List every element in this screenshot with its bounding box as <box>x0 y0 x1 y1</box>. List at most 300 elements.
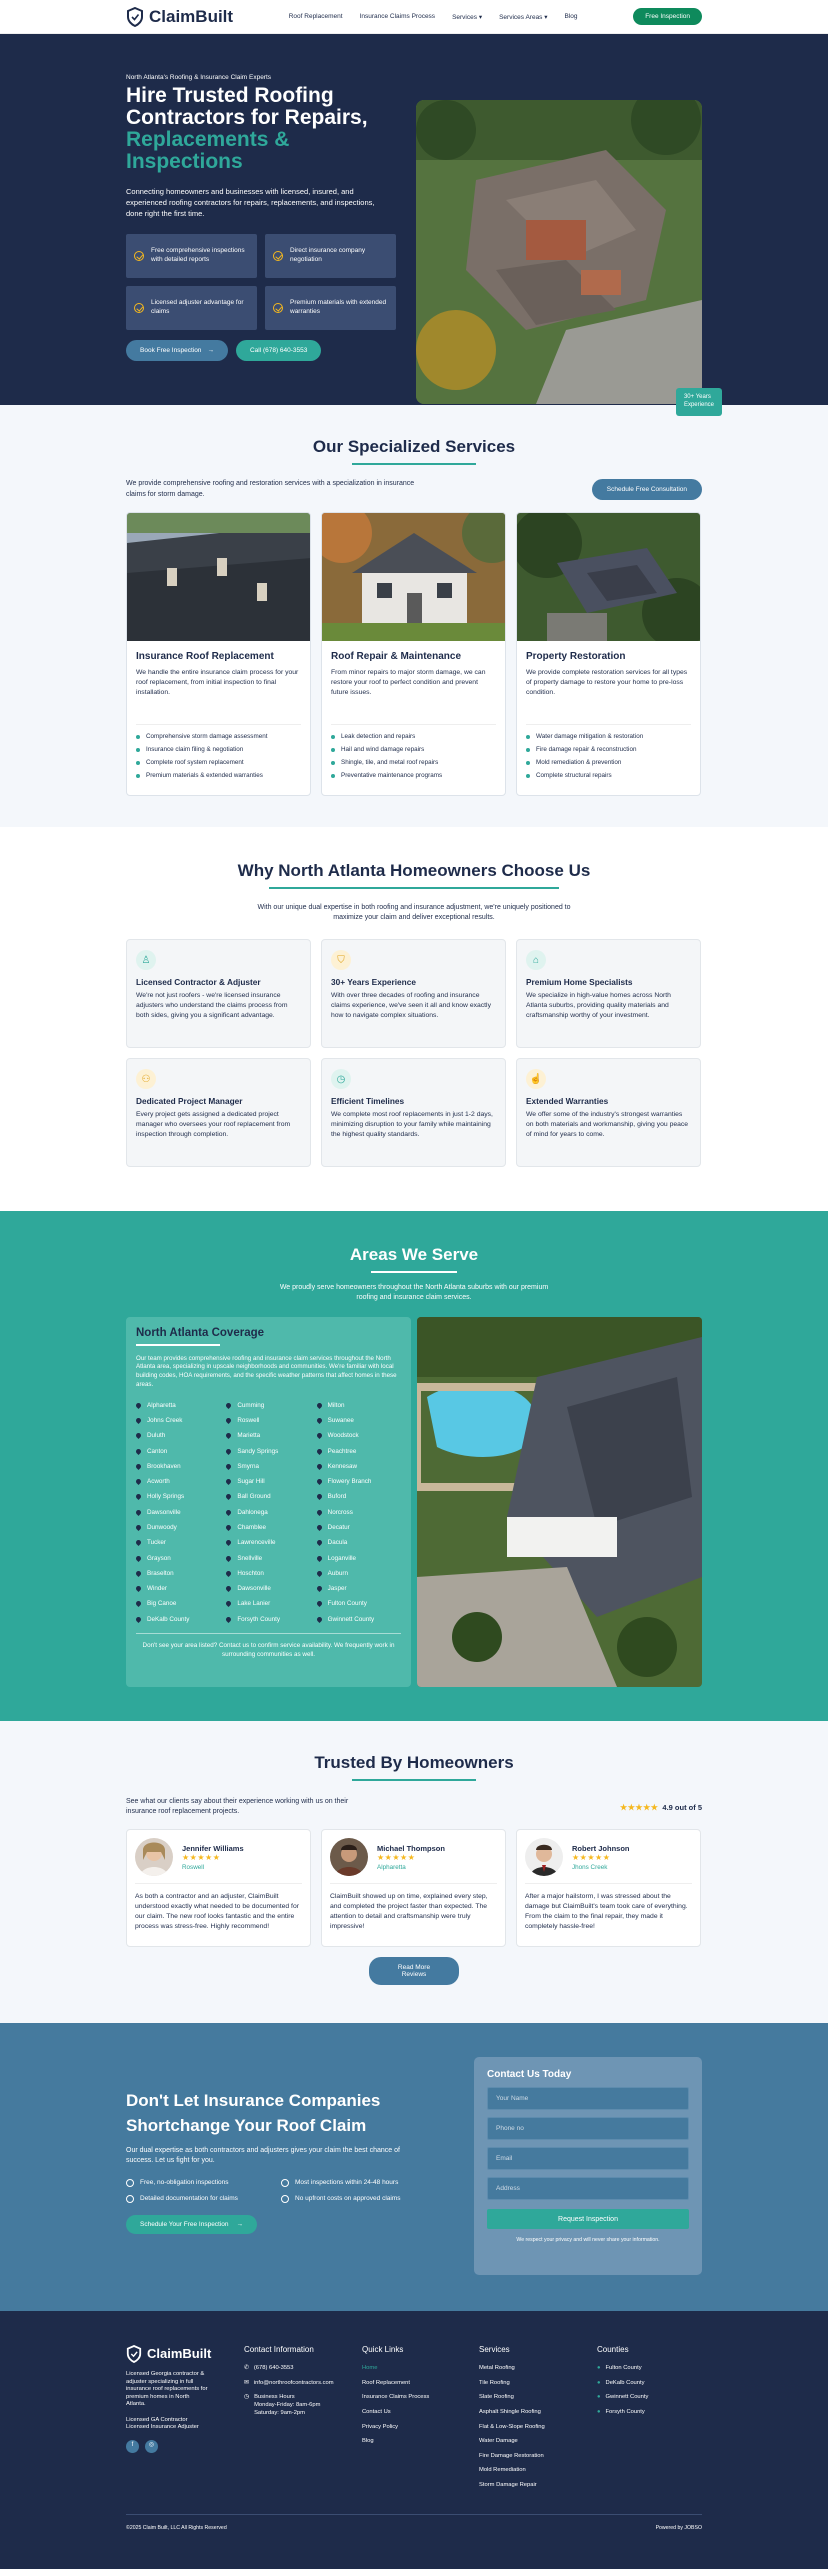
map-pin-icon <box>225 1524 232 1531</box>
map-pin-icon <box>135 1555 142 1562</box>
avatar <box>330 1838 368 1876</box>
map-pin-icon <box>225 1539 232 1546</box>
map-pin-icon <box>316 1463 323 1470</box>
map-pin-icon <box>316 1585 323 1592</box>
nav-link-services[interactable] <box>452 13 482 21</box>
badge-years-label: Experience <box>683 402 714 409</box>
phone-input[interactable]: Phone no <box>487 2117 689 2140</box>
list-item-text: Shingle, tile, and metal roof repairs <box>341 759 439 766</box>
city-name: Lawrenceville <box>237 1539 276 1547</box>
hero-eyebrow: North Atlanta's Roofing & Insurance Claim Experts <box>126 74 272 81</box>
clock-icon: ◷ <box>331 1069 351 1089</box>
review-text: ClaimBuilt showed up on time, explained every step, and completed the project faster than expected. The attention to detail and craftsmanship were truly impressive! <box>330 1893 488 1930</box>
testimonials-title: Trusted By Homeowners <box>314 1753 514 1772</box>
city-list-item <box>317 1443 401 1458</box>
city-list-item <box>136 1566 220 1581</box>
footer-link[interactable]: Fire Damage Restoration <box>479 2452 544 2459</box>
areas-subtitle: We proudly serve homeowners throughout the North Atlanta suburbs with our premium roofing and insurance claim services. <box>279 1284 549 1302</box>
nav-link-service-areas-label: Services Areas <box>499 13 543 21</box>
map-pin-icon <box>225 1509 232 1516</box>
reviewer-city: Alpharetta <box>377 1863 406 1871</box>
footer-county-text: Forsyth County <box>605 2408 645 2415</box>
service-card-text: We provide complete restoration services for all types of property damage to restore your home to pre-loss condition. <box>526 669 688 696</box>
footer-link[interactable]: Contact Us <box>362 2408 391 2415</box>
map-pin-icon <box>225 1600 232 1607</box>
cta-feature-text: Most inspections within 24-48 hours <box>295 2179 399 2187</box>
city-list-item <box>317 1505 401 1520</box>
home-icon: ⌂ <box>526 950 546 970</box>
city-name: Suwanee <box>327 1416 354 1424</box>
check-circle-icon <box>273 303 283 313</box>
city-name: Gwinnett County <box>327 1615 375 1623</box>
footer-phone[interactable] <box>244 2365 362 2373</box>
city-list-item <box>226 1612 310 1627</box>
footer-link[interactable]: Mold Remediation <box>479 2467 526 2474</box>
map-pin-icon <box>225 1616 232 1623</box>
map-pin-icon <box>316 1478 323 1485</box>
why-card-text: We complete most roof replacements in just 1-2 days, minimizing disruption to your family while maintaining the highest quality standards. <box>331 1111 493 1138</box>
nav-link-blog[interactable]: Blog <box>564 13 578 20</box>
map-pin-icon: ● <box>597 2408 601 2415</box>
thumbs-up-icon: ☝ <box>526 1069 546 1089</box>
why-card-title: Premium Home Specialists <box>526 977 633 988</box>
footer-counties <box>597 2345 702 2496</box>
city-list-item <box>136 1596 220 1611</box>
city-list-item <box>317 1520 401 1535</box>
why-card <box>126 1058 311 1167</box>
review-card <box>321 1829 506 1947</box>
schedule-inspection-button[interactable] <box>126 2215 257 2234</box>
city-list-item <box>136 1489 220 1504</box>
book-inspection-label: Book Free Inspection <box>140 346 202 354</box>
footer-link[interactable]: Tile Roofing <box>479 2379 510 2386</box>
map-pin-icon <box>316 1570 323 1577</box>
nav-link-insurance-claims[interactable]: Insurance Claims Process <box>359 13 436 20</box>
check-circle-icon <box>126 2195 134 2203</box>
hero-title-accent: Replacements & Inspections <box>126 128 290 174</box>
brand-name: ClaimBuilt <box>149 6 234 26</box>
hero-house-photo <box>416 100 714 409</box>
reviewer-city: Jhons Creek <box>572 1863 608 1871</box>
city-list-item <box>226 1566 310 1581</box>
cta-feature-text: Detailed documentation for claims <box>140 2195 238 2203</box>
nav-link-service-areas[interactable] <box>499 13 547 21</box>
hero-feature <box>265 234 396 278</box>
map-pin-icon <box>135 1402 142 1409</box>
map-pin-icon <box>135 1509 142 1516</box>
overall-rating <box>620 1803 702 1812</box>
city-name: Ball Ground <box>237 1493 271 1501</box>
list-item-text: Preventative maintenance programs <box>341 772 443 779</box>
footer-county[interactable] <box>597 2380 702 2388</box>
city-name: Marietta <box>237 1432 261 1440</box>
footer-county-text: Gwinnett County <box>605 2394 649 2401</box>
city-name: DeKalb County <box>147 1615 190 1623</box>
service-card-roof-repair[interactable] <box>321 512 506 796</box>
footer-hours <box>244 2394 362 2417</box>
mail-icon: ✉ <box>244 2379 249 2386</box>
footer-link-home[interactable]: Home <box>362 2365 378 2372</box>
why-card-title: Dedicated Project Manager <box>136 1096 243 1107</box>
footer-link[interactable]: Asphalt Shingle Roofing <box>479 2408 541 2415</box>
hero-title <box>126 85 406 173</box>
city-name: Braselton <box>147 1569 174 1577</box>
map-pin-icon <box>316 1555 323 1562</box>
map-pin-icon <box>225 1463 232 1470</box>
footer-brand-name: ClaimBuilt <box>147 2345 212 2361</box>
city-list-item <box>317 1612 401 1627</box>
hero-features <box>126 234 406 330</box>
footer-email[interactable] <box>244 2380 362 2388</box>
map-pin-icon <box>225 1585 232 1592</box>
map-pin-icon <box>316 1402 323 1409</box>
footer-county[interactable] <box>597 2365 702 2373</box>
footer-link[interactable]: Blog <box>362 2438 374 2445</box>
city-list-item <box>317 1535 401 1550</box>
footer-county[interactable] <box>597 2409 702 2417</box>
coverage-underline <box>136 1344 220 1346</box>
shield-icon: ⛉ <box>331 950 351 970</box>
hero-content <box>126 74 406 404</box>
footer-county-text: DeKalb County <box>605 2379 645 2386</box>
city-name: Winder <box>147 1585 167 1593</box>
city-list-item <box>226 1520 310 1535</box>
brand-logo[interactable] <box>126 7 233 27</box>
map-pin-icon <box>135 1600 142 1607</box>
service-card-list <box>331 724 496 779</box>
nav-links <box>289 13 578 21</box>
map-pin-icon <box>225 1402 232 1409</box>
cta-section <box>0 2023 828 2311</box>
bullet-dot-icon <box>136 774 140 778</box>
cta-feature <box>281 2179 436 2187</box>
footer-services <box>479 2345 597 2496</box>
star-rating-icon: ★★★★★ <box>377 1852 416 1862</box>
reviewer-name: Robert Johnson <box>572 1843 630 1853</box>
footer-link[interactable]: Water Damage <box>479 2438 518 2445</box>
city-name: Dahlonega <box>237 1508 268 1516</box>
map-pin-icon <box>135 1570 142 1577</box>
star-rating-icon: ★★★★★ <box>620 1802 659 1812</box>
map-pin-icon <box>225 1555 232 1562</box>
footer-county[interactable] <box>597 2394 702 2402</box>
footer-link[interactable]: Flat & Low-Slope Roofing <box>479 2423 545 2430</box>
city-name: Big Canoe <box>147 1600 177 1608</box>
why-grid <box>126 939 702 1167</box>
service-cards <box>126 512 702 796</box>
footer-about <box>126 2345 244 2496</box>
map-pin-icon <box>225 1432 232 1439</box>
shield-logo-icon <box>126 2345 142 2363</box>
footer-license-2: Licensed Insurance Adjuster <box>126 2424 199 2431</box>
footer-logo[interactable] <box>126 2345 244 2363</box>
book-inspection-button[interactable] <box>126 340 228 361</box>
service-card-list <box>136 724 301 779</box>
city-list-item <box>136 1505 220 1520</box>
city-list-item <box>226 1459 310 1474</box>
city-list-item <box>226 1581 310 1596</box>
phone-icon: ✆ <box>244 2365 249 2372</box>
footer-license-1: Licensed GA Contractor <box>126 2416 188 2423</box>
map-pin-icon <box>316 1524 323 1531</box>
hero-feature-text: Licensed adjuster advantage for claims <box>151 299 244 315</box>
coverage-description: Our team provides comprehensive roofing and insurance claim services throughout the North Atlanta area, specializing in upscale neighborhoods and communities. We're familiar with local building codes, HOA requirements, and the specific weather patterns that affect homes in these areas. <box>136 1354 397 1388</box>
city-list-item <box>226 1428 310 1443</box>
service-card-property-restoration[interactable] <box>516 512 701 796</box>
city-name: Milton <box>327 1401 345 1409</box>
areas-title: Areas We Serve <box>349 1245 479 1264</box>
city-list-item <box>226 1535 310 1550</box>
list-item-text: Mold remediation & prevention <box>536 759 622 766</box>
city-list <box>136 1397 401 1626</box>
chevron-down-icon: ▾ <box>478 13 483 21</box>
city-list-item <box>317 1489 401 1504</box>
title-underline <box>352 463 476 465</box>
city-name: Dunwoody <box>147 1523 177 1531</box>
list-item-text: Fire damage repair & reconstruction <box>536 746 637 753</box>
why-choose-us-section <box>0 827 828 1211</box>
services-section <box>0 405 828 827</box>
request-inspection-button[interactable]: Request Inspection <box>487 2209 689 2229</box>
footer-county-text: Fulton County <box>605 2365 642 2372</box>
free-inspection-button[interactable]: Free Inspection <box>633 8 702 25</box>
hero-buttons <box>126 340 406 361</box>
review-card <box>126 1829 311 1947</box>
powered-by[interactable]: Powered by JOBSO <box>655 2525 702 2532</box>
list-item-text: Complete structural repairs <box>536 772 612 779</box>
city-name: Roswell <box>237 1416 260 1424</box>
title-underline <box>352 1779 476 1781</box>
city-name: Peachtree <box>327 1447 357 1455</box>
footer-link[interactable]: Insurance Claims Process <box>362 2394 430 2401</box>
footer-link[interactable]: Privacy Policy <box>362 2423 399 2430</box>
check-circle-icon <box>134 251 144 261</box>
list-item-text: Comprehensive storm damage assessment <box>146 733 268 740</box>
city-list-item <box>317 1474 401 1489</box>
city-list-item <box>136 1397 220 1412</box>
city-name: Holly Springs <box>147 1493 185 1501</box>
users-icon: ⚇ <box>136 1069 156 1089</box>
footer-col-title: Quick Links <box>362 2345 404 2354</box>
bullet-dot-icon <box>136 735 140 739</box>
shield-logo-icon <box>126 7 144 27</box>
review-cards <box>126 1829 702 1947</box>
city-name: Forsyth County <box>237 1615 281 1623</box>
bullet-dot-icon <box>526 735 530 739</box>
map-pin-icon: ● <box>597 2365 601 2372</box>
contact-form <box>474 2057 702 2275</box>
city-name: Alpharetta <box>147 1401 176 1409</box>
review-text: As both a contractor and an adjuster, ClaimBuilt understood exactly what needed to be documented for our claim. The new roof looks fantastic and the entire process was stress-free. Highly recommend! <box>135 1893 299 1930</box>
map-pin-icon <box>316 1447 323 1454</box>
city-list-item <box>226 1596 310 1611</box>
map-pin-icon <box>225 1478 232 1485</box>
facebook-icon[interactable]: f <box>126 2440 139 2453</box>
city-list-item <box>226 1474 310 1489</box>
footer-link[interactable]: Metal Roofing <box>479 2365 515 2372</box>
avatar <box>525 1838 563 1876</box>
testimonials-section <box>0 1721 828 2023</box>
why-card-text: With over three decades of roofing and insurance claims experience, we've seen it all and know exactly how to navigate complex situations. <box>331 992 491 1019</box>
city-name: Acworth <box>147 1478 170 1486</box>
city-list-item <box>226 1550 310 1565</box>
map-pin-icon <box>316 1417 323 1424</box>
city-name: Decatur <box>327 1523 350 1531</box>
city-name: Woodstock <box>327 1432 359 1440</box>
city-name: Sandy Springs <box>237 1447 279 1455</box>
service-card-text: From minor repairs to major storm damage, we can restore your roof to perfect condition and prevent future issues. <box>331 669 486 696</box>
city-list-item <box>136 1581 220 1596</box>
cta-description: Our dual expertise as both contractors and adjusters gives your claim the best chance of success. Let us fight for you. <box>126 2147 400 2165</box>
schedule-consultation-button[interactable]: Schedule Free Consultation <box>592 479 702 500</box>
city-name: Johns Creek <box>147 1416 183 1424</box>
call-phone-button[interactable]: Call (678) 640-3553 <box>236 340 321 361</box>
city-name: Canton <box>147 1447 168 1455</box>
city-list-item <box>136 1612 220 1627</box>
city-name: Dawsonville <box>237 1585 271 1593</box>
footer-about-text: Licensed Georgia contractor & adjuster specializing in full insurance roof replacements for premium homes in North Atlanta. <box>126 2371 208 2408</box>
cta-feature-text: No upfront costs on approved claims <box>295 2195 401 2203</box>
bullet-dot-icon <box>331 761 335 765</box>
footer-link[interactable]: Roof Replacement <box>362 2379 411 2386</box>
bullet-dot-icon <box>136 761 140 765</box>
city-name: Smyrna <box>237 1462 260 1470</box>
aerial-house-image <box>416 100 702 404</box>
bullet-dot-icon <box>136 748 140 752</box>
city-name: Chamblee <box>237 1523 267 1531</box>
service-card-insurance-roof[interactable] <box>126 512 311 796</box>
footer-bottom <box>126 2514 702 2531</box>
house-front-image <box>322 513 506 641</box>
years-experience-badge <box>676 388 722 416</box>
list-item-text: Hail and wind damage repairs <box>341 746 425 753</box>
bullet-dot-icon <box>331 774 335 778</box>
city-list-item <box>226 1505 310 1520</box>
title-underline <box>371 1271 457 1273</box>
why-card-text: We're not just roofers - we're licensed insurance adjusters who understand the claims process from both sides, giving you a significant advantage. <box>136 992 288 1019</box>
cta-feature-text: Free, no-obligation inspections <box>140 2179 229 2187</box>
schedule-inspection-label: Schedule Your Free Inspection <box>140 2220 229 2228</box>
footer-link[interactable]: Slate Roofing <box>479 2394 514 2401</box>
bullet-dot-icon <box>526 761 530 765</box>
bullet-dot-icon <box>526 748 530 752</box>
map-pin-icon <box>135 1524 142 1531</box>
list-item <box>136 772 301 779</box>
aerial-pool-image <box>417 1317 702 1687</box>
coverage-panel <box>126 1317 411 1687</box>
bullet-dot-icon <box>331 735 335 739</box>
name-input[interactable]: Your Name <box>487 2087 689 2110</box>
city-name: Kennesaw <box>327 1462 358 1470</box>
why-card-title: Licensed Contractor & Adjuster <box>136 977 261 988</box>
chevron-down-icon: ▾ <box>544 13 548 21</box>
city-list-item <box>317 1581 401 1596</box>
city-list-item <box>317 1459 401 1474</box>
list-item <box>331 772 496 779</box>
city-name: Fulton County <box>327 1600 367 1608</box>
city-name: Hoschton <box>237 1569 264 1577</box>
instagram-icon[interactable]: ◎ <box>145 2440 158 2453</box>
form-title: Contact Us Today <box>487 2069 572 2080</box>
footer-hours-saturday: Saturday: 9am-2pm <box>254 2409 305 2416</box>
nav-link-roof-replacement[interactable]: Roof Replacement <box>288 13 343 20</box>
city-list-item <box>136 1474 220 1489</box>
service-card-title: Property Restoration <box>526 651 626 662</box>
map-pin-icon <box>316 1600 323 1607</box>
hero-title-main: Hire Trusted Roofing Contractors for Repairs, <box>126 84 368 130</box>
arrow-right-icon: → <box>236 2220 244 2228</box>
city-name: Auburn <box>327 1569 348 1577</box>
why-card <box>321 939 506 1048</box>
rating-text: 4.9 out of 5 <box>662 1802 702 1812</box>
areas-section <box>0 1211 828 1721</box>
arrow-right-icon: → <box>207 346 214 354</box>
why-card <box>516 1058 701 1167</box>
email-input[interactable]: Email <box>487 2147 689 2170</box>
hero-feature-text: Direct insurance company negotiation <box>290 247 366 263</box>
city-name: Loganville <box>327 1554 357 1562</box>
list-item <box>136 746 301 753</box>
list-item-text: Premium materials & extended warranties <box>146 772 263 779</box>
city-name: Norcross <box>327 1508 353 1516</box>
hero-feature <box>126 286 257 330</box>
list-item-text: Water damage mitigation & restoration <box>536 733 644 740</box>
read-more-reviews-button[interactable]: Read More Reviews <box>369 1957 459 1985</box>
hero-feature <box>265 286 396 330</box>
why-subtitle: With our unique dual expertise in both roofing and insurance adjustment, we're uniquely positioned to maximize your claim and deliver exceptional results. <box>257 904 571 922</box>
city-list-item <box>136 1550 220 1565</box>
coverage-note: Don't see your area listed? Contact us to confirm service availability. We frequently work in surrounding communities as well. <box>136 1633 401 1660</box>
hero-section <box>0 34 828 409</box>
why-card <box>516 939 701 1048</box>
avatar <box>135 1838 173 1876</box>
city-list-item <box>226 1489 310 1504</box>
map-pin-icon <box>316 1432 323 1439</box>
city-list-item <box>317 1413 401 1428</box>
city-list-item <box>226 1413 310 1428</box>
city-name: Snellville <box>237 1554 263 1562</box>
aerial-pool-house-photo <box>417 1317 702 1687</box>
city-list-item <box>317 1596 401 1611</box>
map-pin-icon <box>316 1509 323 1516</box>
bullet-dot-icon <box>331 748 335 752</box>
services-header <box>126 479 702 500</box>
city-list-item <box>317 1428 401 1443</box>
footer-hours-weekday: Monday-Friday: 8am-6pm <box>254 2401 321 2408</box>
map-pin-icon <box>135 1493 142 1500</box>
list-item <box>331 733 496 740</box>
city-name: Jasper <box>327 1585 347 1593</box>
city-list-item <box>317 1566 401 1581</box>
map-pin-icon <box>316 1616 323 1623</box>
service-card-title: Roof Repair & Maintenance <box>331 651 462 662</box>
title-underline <box>269 887 559 889</box>
list-item <box>331 746 496 753</box>
address-input[interactable]: Address <box>487 2177 689 2200</box>
footer-col-title: Counties <box>597 2345 629 2354</box>
check-circle-icon <box>281 2179 289 2187</box>
footer-link[interactable]: Storm Damage Repair <box>479 2481 537 2488</box>
city-name: Grayson <box>147 1554 171 1562</box>
footer-quick-links <box>362 2345 479 2496</box>
nav-link-services-label: Services <box>452 13 477 21</box>
city-name: Duluth <box>147 1432 166 1440</box>
footer-phone-text: (678) 640-3553 <box>253 2365 294 2372</box>
bullet-dot-icon <box>526 774 530 778</box>
city-list-item <box>136 1535 220 1550</box>
cta-feature <box>126 2179 281 2187</box>
footer <box>0 2311 828 2569</box>
